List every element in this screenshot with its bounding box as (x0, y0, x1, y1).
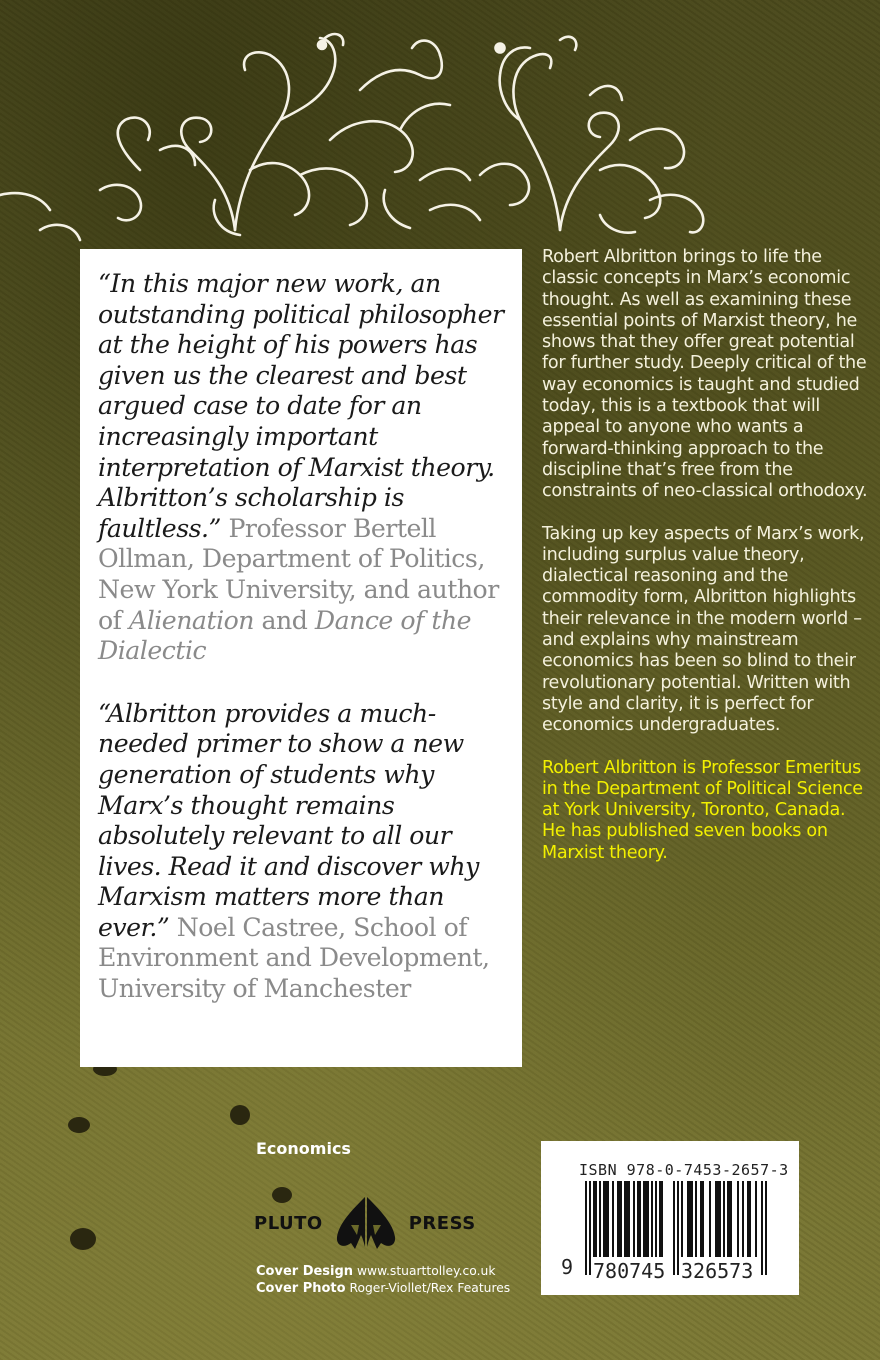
barcode-group-1: 780745 (593, 1259, 666, 1283)
endorsement-quote: “Albritton provides a much-needed primer to show a new generation of students why Marx’s thought remains absolutely relevant to all our lives. Read it and discover why Marxism matters more than ever.” (98, 698, 479, 942)
isbn-barcode (541, 1141, 799, 1295)
attribution-text: Professor Bertell Ollman, Department of Politics, New York University, and author of (98, 513, 499, 635)
credit-line (256, 1280, 510, 1297)
credit-value: Roger-Viollet/Rex Features (349, 1281, 511, 1295)
endorsement-attribution: Noel Castree, School of Environment and Development, University of Manchester (98, 912, 490, 1004)
publisher-word-right: PRESS (408, 1212, 476, 1234)
book-title: Dance of the Dialectic (98, 605, 472, 666)
publisher-logo (254, 1193, 514, 1253)
credit-line (256, 1263, 510, 1280)
publisher-word-left: PLUTO (254, 1212, 323, 1234)
isbn-label: ISBN 978-0-7453-2657-3 (579, 1161, 789, 1179)
description-paragraph: Taking up key aspects of Marx’s work, including surplus value theory, dialectical reasoning and the commodity form, Albritton highlights their relevance in the modern world – and explains why mainstream economics has been so blind to their revolutionary potential. Written with style and clarity, it is perfect for economics undergraduates. (542, 523, 865, 736)
pluto-press-logo-icon (331, 1195, 401, 1251)
endorsement-2 (98, 699, 504, 1005)
attribution-conjunction: and (254, 605, 315, 635)
endorsement-quote: “In this major new work, an outstanding political philosopher at the height of his powers has given us the clearest and best argued case to date for an increasingly important interpretation of Marxist theory. Albritton’s scholarship is faultless.” (98, 269, 504, 543)
cover-credits (256, 1263, 510, 1297)
description-paragraph: Robert Albritton brings to life the classic concepts in Marx’s economic thought. As well as examining these essential points of Marxist theory, he shows that they offer great potential for further study. Deeply critical of the way economics is taught and studied today, this is a textbook that will appeal to anyone who wants a forward-thinking approach to the discipline that’s free from the constraints of neo-classical orthodoxy. (542, 247, 868, 502)
book-description (542, 247, 872, 885)
credit-value: www.stuarttolley.co.uk (356, 1264, 496, 1278)
barcode-lead-digit: 9 (561, 1255, 574, 1279)
endorsement-1 (98, 269, 504, 667)
endorsements-box (80, 249, 522, 1067)
book-title: Alienation (129, 605, 255, 635)
author-bio: Robert Albritton is Professor Emeritus in the Department of Political Science at York University, Toronto, Canada. He has published seven books on Marxist theory. (542, 757, 863, 863)
credit-label: Cover Photo (256, 1281, 346, 1296)
credit-label: Cover Design (256, 1264, 354, 1279)
category-label: Economics (256, 1139, 351, 1158)
barcode-group-2: 326573 (681, 1259, 754, 1283)
floral-ornament-icon (0, 0, 880, 250)
